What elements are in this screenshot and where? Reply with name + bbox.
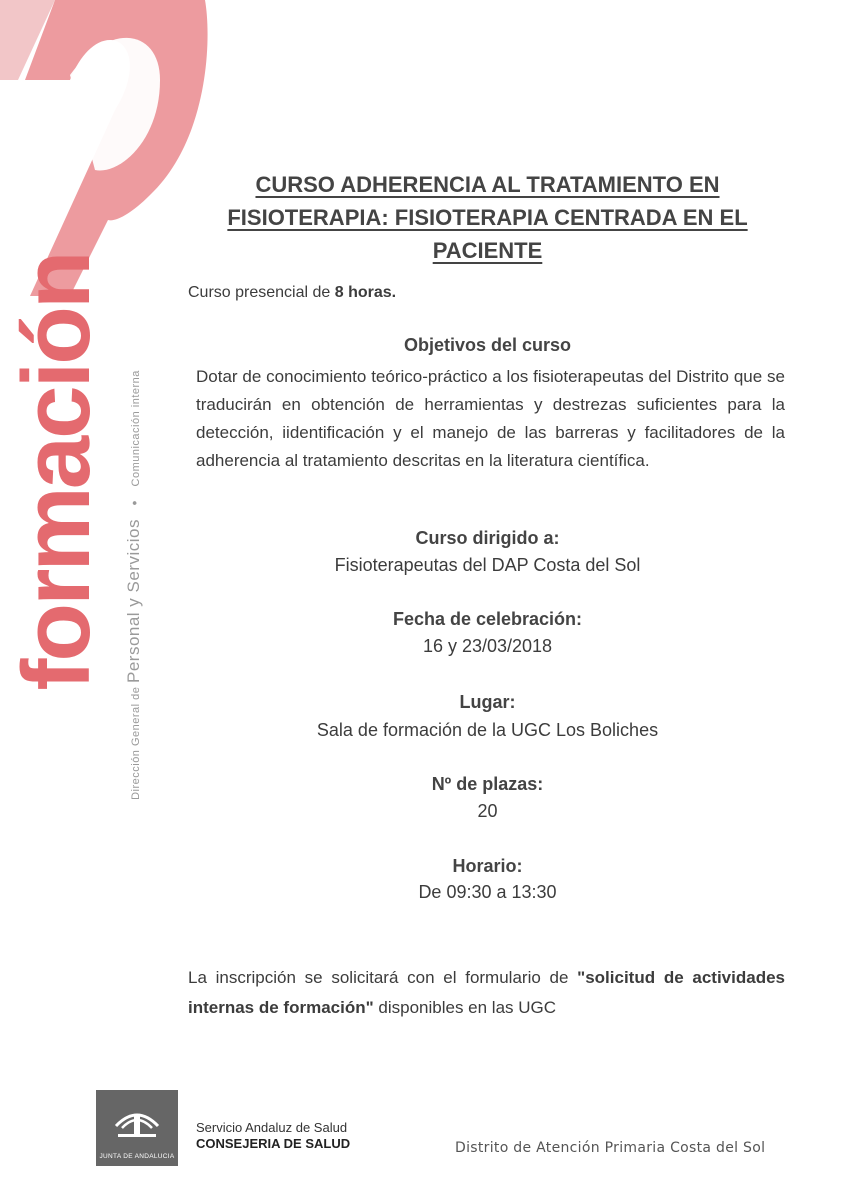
- date-heading: Fecha de celebración:: [392, 609, 583, 629]
- intro-hours: 8 horas.: [334, 284, 397, 301]
- side-caption: [124, 370, 144, 800]
- formacion-wordmark: formación: [3, 253, 110, 691]
- registration-part1: La inscripción se solicitará con el formulario de: [188, 968, 578, 987]
- side-small-1: Dirección General de: [130, 686, 142, 800]
- schedule-value: De 09:30 a 13:30: [418, 882, 557, 902]
- junta-andalucia-logo: [96, 1090, 178, 1166]
- course-title: CURSO ADHERENCIA AL TRATAMIENTO EN FISIOTERAPIA: FISIOTERAPIA CENTRADA EN EL PACIENTE: [227, 172, 748, 263]
- schedule-heading: Horario:: [452, 856, 523, 876]
- sas-department: CONSEJERIA DE SALUD: [196, 1136, 351, 1151]
- side-big: Personal y Servicios: [124, 519, 143, 684]
- side-dot: •: [126, 500, 142, 506]
- seats-heading: Nº de plazas:: [431, 774, 544, 794]
- audience-heading: Curso dirigido a:: [415, 528, 560, 548]
- objectives-heading: Objetivos del curso: [403, 335, 572, 355]
- place-value: Sala de formación de la UGC Los Boliches: [316, 720, 659, 740]
- registration-text: [188, 963, 785, 1023]
- sas-name: Servicio Andaluz de Salud: [196, 1120, 348, 1135]
- audience-value: Fisioterapeutas del DAP Costa del Sol: [334, 555, 641, 575]
- junta-emblem-icon: [112, 1098, 162, 1142]
- junta-label: JUNTA DE ANDALUCIA: [99, 1153, 175, 1160]
- place-heading: Lugar:: [459, 692, 516, 712]
- side-small-2: Comunicación interna: [130, 370, 142, 487]
- objectives-text: Dotar de conocimiento teórico-práctico a los fisioterapeutas del Distrito que se traducirán en obtención de herramientas y destrezas suficientes para la detección, iidentificación y el manejo de las barreras y facilitadores de la adherencia al tratamiento descritas en la literatura científica.: [196, 367, 785, 470]
- registration-part2: disponibles en las UGC: [373, 998, 557, 1017]
- date-value: 16 y 23/03/2018: [422, 636, 553, 656]
- seats-value: 20: [477, 801, 498, 821]
- course-intro: [188, 284, 396, 302]
- district-name: Distrito de Atención Primaria Costa del Sol: [455, 1140, 766, 1156]
- registration-bold: "solicitud de actividades internas de formación": [188, 968, 785, 1017]
- intro-prefix: Curso presencial de: [188, 284, 335, 301]
